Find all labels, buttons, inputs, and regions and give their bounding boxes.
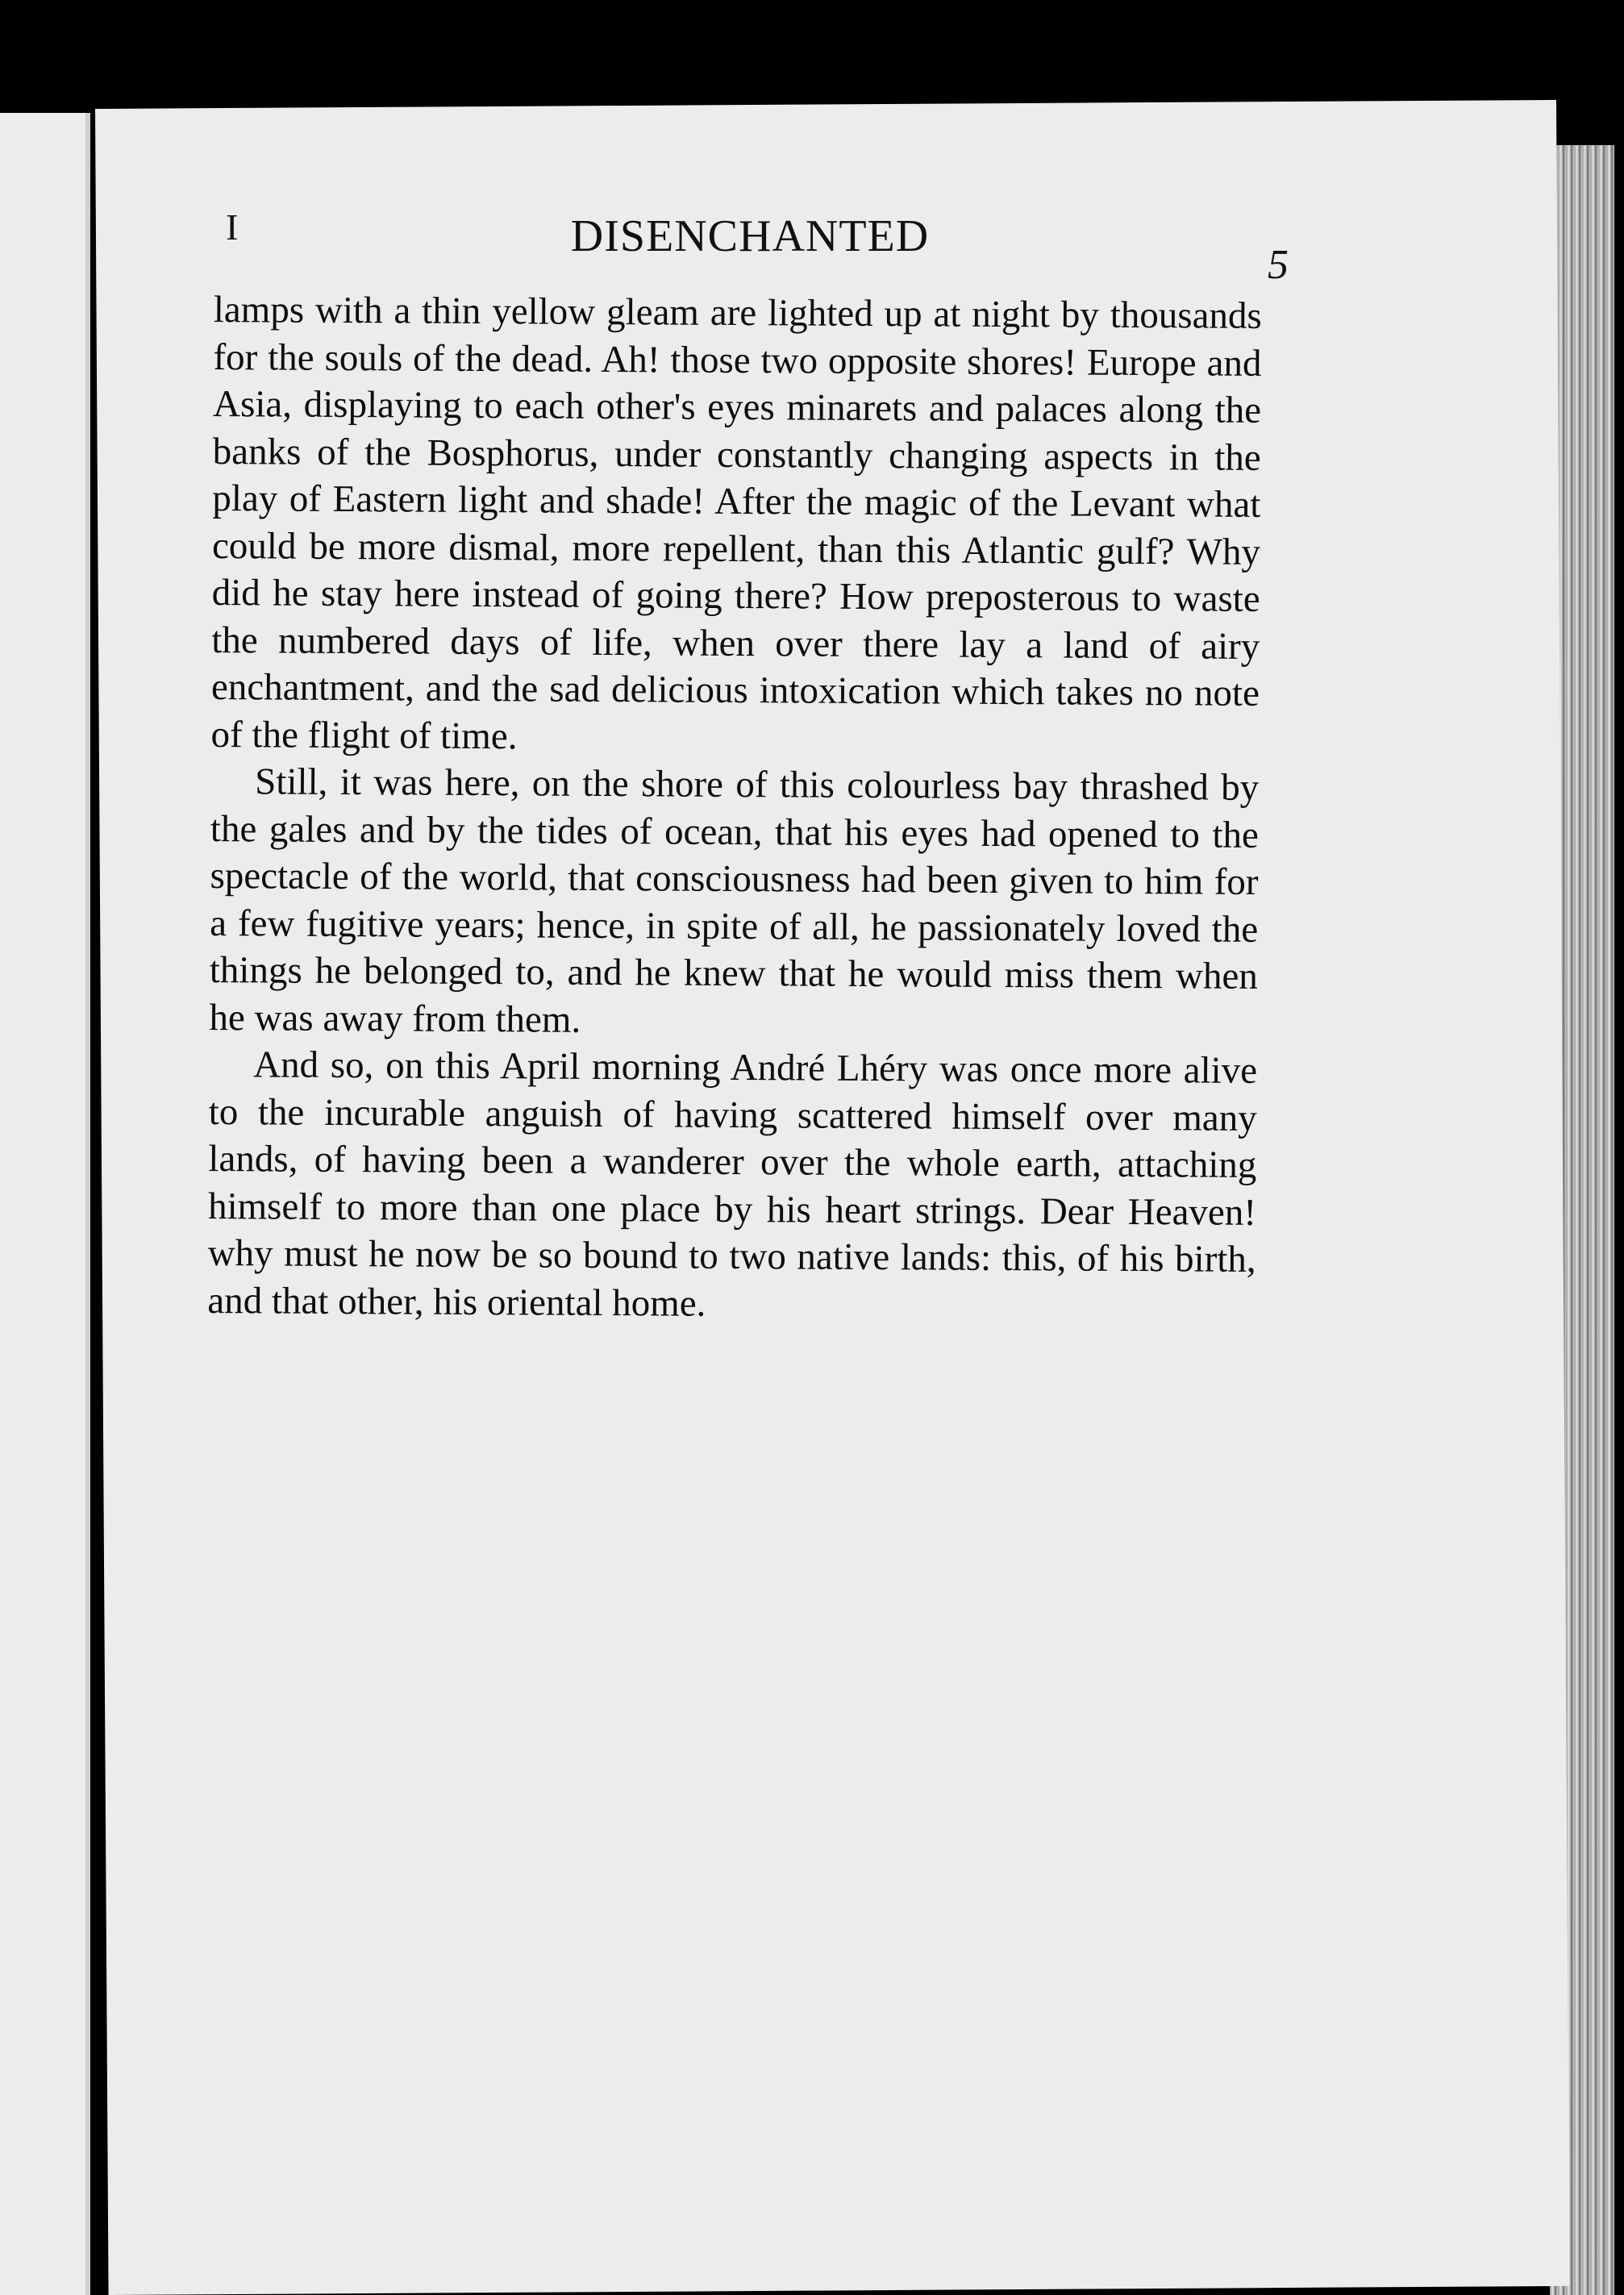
paragraph: And so, on this April morning André Lhéry was once more alive to the incurable anguish of having scattered himself over many lands, of having been a wanderer over the whole earth, attaching himself to more than one place by his heart strings. Dear Heaven! why must he now be so bound to two native lands: this, of his birth, and that other, his oriental home. — [207, 1043, 1258, 1325]
paragraph-continued: lamps with a thin yellow gleam are lighted up at night by thousands for the souls of the dead. Ah! those two opposite shores! Europe and Asia, displaying to each other's eyes minarets and palaces along the banks of the Bosphorus, under constantly changing aspects in the play of Eastern light and shade! After the magic of the Levant what could be more dismal, more repellent, than this Atlantic gulf? Why did he stay here instead of going there? How preposterous to waste the numbered days of life, when over there lay a land of airy enchantment, and the sad delicious intoxication which takes no note of the flight of time. — [210, 288, 1262, 757]
running-title: DISENCHANTED — [570, 211, 930, 261]
facing-page-edge — [0, 113, 90, 2295]
page-header — [226, 206, 1289, 288]
page-number: 5 — [1268, 242, 1289, 288]
paragraph: Still, it was here, on the shore of this colourless bay thrashed by the gales and by the tides of ocean, that his eyes had opened to the spectacle of the world, that consciousness had been given to him for a few fugitive years; hence, in spite of all, he passionately loved the things he belonged to, and he knew that he would miss them when he was away from them. — [209, 760, 1260, 1041]
body-text — [207, 286, 1262, 1331]
chapter-number: I — [226, 206, 239, 248]
